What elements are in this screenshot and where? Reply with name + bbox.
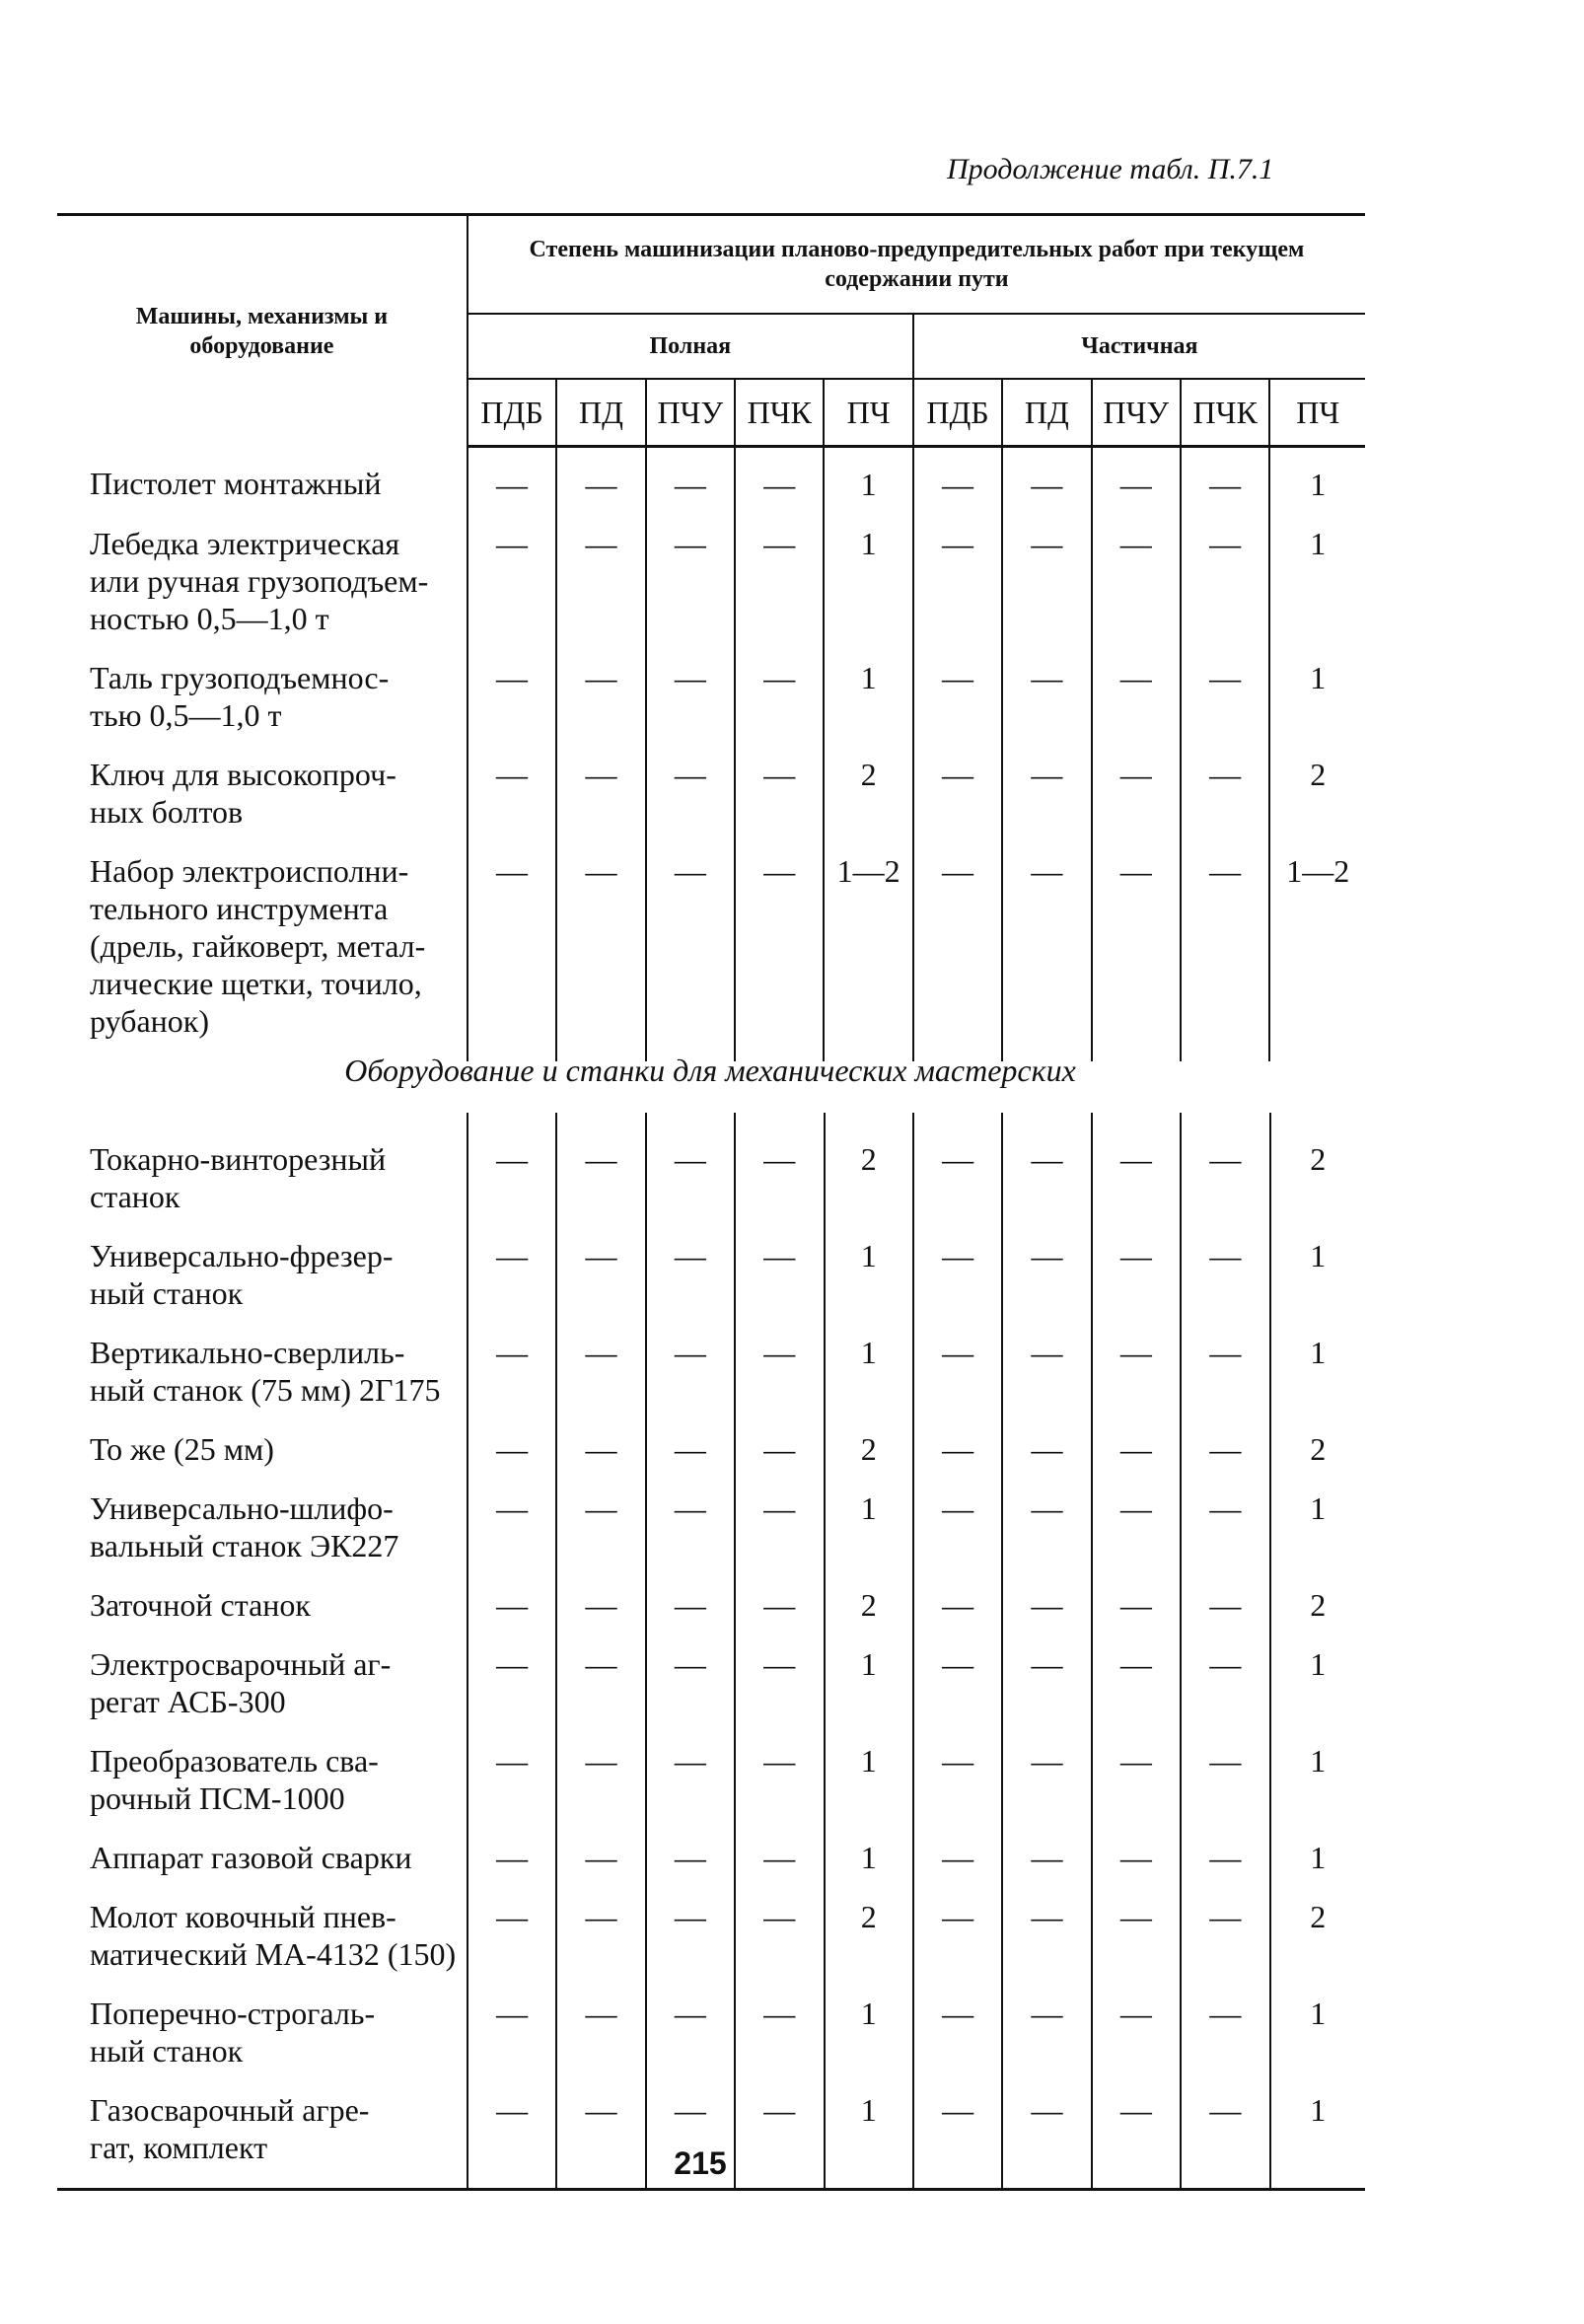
value-cell: — [1002, 1898, 1091, 1995]
value-cell: — [913, 852, 1002, 1061]
header-code: ПЧУ [646, 379, 735, 447]
equipment-table-top [57, 213, 1365, 1061]
table-row [57, 756, 1365, 852]
value-cell: 1 [825, 1645, 913, 1742]
value-cell: 1 [1270, 1489, 1365, 1586]
equipment-name-line: регат АСБ-300 [90, 1684, 286, 1719]
value-cell: — [556, 1742, 645, 1839]
value-cell: — [1002, 1742, 1091, 1839]
equipment-name-line: рочный ПСМ-1000 [90, 1780, 345, 1816]
equipment-name [57, 1898, 468, 1995]
equipment-name-line: Аппарат газовой сварки [90, 1840, 412, 1875]
value-cell: — [913, 1237, 1002, 1334]
value-cell: — [1002, 1334, 1091, 1430]
value-cell: — [468, 1898, 556, 1995]
value-cell: — [735, 2091, 824, 2190]
value-cell: — [735, 1237, 824, 1334]
value-cell: — [556, 852, 645, 1061]
value-cell: — [1002, 1839, 1091, 1898]
equipment-name-line: ный станок (75 мм) 2Г175 [90, 1372, 441, 1408]
value-cell: — [1092, 1430, 1181, 1489]
header-code: ПД [1002, 379, 1091, 447]
value-cell: — [1092, 659, 1181, 756]
value-cell: — [468, 1489, 556, 1586]
equipment-table-bottom [57, 1113, 1365, 2191]
value-cell: — [913, 2091, 1002, 2190]
equipment-name-line: Таль грузоподъемнос- [90, 660, 390, 695]
equipment-name-line: Токарно-винторезный [90, 1141, 387, 1177]
equipment-name [57, 1430, 468, 1489]
equipment-name-line: Электросварочный аг- [90, 1646, 392, 1682]
value-cell: — [646, 1742, 735, 1839]
equipment-name-line: Пистолет монтажный [90, 465, 382, 501]
value-cell: — [1181, 756, 1269, 852]
value-cell: — [468, 852, 556, 1061]
table-row [57, 1113, 1365, 1237]
value-cell: — [1002, 1430, 1091, 1489]
value-cell: — [1002, 447, 1091, 526]
table-row [57, 1839, 1365, 1898]
equipment-name [57, 1645, 468, 1742]
value-cell: 1 [824, 659, 912, 756]
value-cell: — [1092, 1237, 1181, 1334]
header-full: Полная [468, 314, 913, 379]
value-cell: — [468, 1995, 556, 2091]
value-cell: — [735, 1430, 824, 1489]
value-cell: 1 [1270, 1334, 1365, 1430]
equipment-name-line: Набор электроисполни- [90, 853, 409, 889]
value-cell: — [556, 1430, 645, 1489]
equipment-name-line: Заточной станок [90, 1587, 311, 1623]
value-cell: — [913, 447, 1002, 526]
equipment-name [57, 525, 468, 659]
value-cell: — [1092, 756, 1181, 852]
value-cell: — [1181, 852, 1269, 1061]
value-cell: — [735, 1995, 824, 2091]
equipment-name-line: вальный станок ЭК227 [90, 1528, 399, 1563]
value-cell: — [556, 525, 645, 659]
table-row [57, 1430, 1365, 1489]
value-cell: — [1092, 1334, 1181, 1430]
value-cell: — [1002, 1586, 1091, 1645]
value-cell: — [1181, 1645, 1269, 1742]
value-cell: — [1092, 1898, 1181, 1995]
value-cell: — [1092, 447, 1181, 526]
equipment-name-line: Преобразователь сва- [90, 1743, 379, 1779]
value-cell: — [468, 1237, 556, 1334]
equipment-name [57, 447, 468, 526]
value-cell: — [646, 1334, 735, 1430]
value-cell: — [1092, 1839, 1181, 1898]
value-cell: 2 [1269, 756, 1365, 852]
value-cell: — [468, 2091, 556, 2190]
header-code: ПЧ [824, 379, 912, 447]
value-cell: — [646, 1995, 735, 2091]
equipment-name-line: станок [90, 1179, 180, 1214]
value-cell: — [735, 1334, 824, 1430]
value-cell: 1 [1269, 447, 1365, 526]
value-cell: — [468, 525, 556, 659]
value-cell: — [1181, 1237, 1269, 1334]
value-cell: 1 [825, 1742, 913, 1839]
header-mechanization-degree: Степень машинизации планово-предупредительных работ при текущем содержании пути [468, 215, 1365, 315]
value-cell: — [646, 1839, 735, 1898]
value-cell: — [1181, 525, 1269, 659]
equipment-name [57, 852, 468, 1061]
value-cell: 1—2 [824, 852, 912, 1061]
equipment-name-line: То же (25 мм) [90, 1431, 274, 1467]
equipment-name-line: матический МА-4132 (150) [90, 1936, 457, 1972]
equipment-name-line: Газосварочный агре- [90, 2092, 370, 2128]
value-cell: — [468, 756, 556, 852]
value-cell: 2 [824, 756, 912, 852]
header-code: ПЧ [1269, 379, 1365, 447]
value-cell: — [1092, 1645, 1181, 1742]
equipment-name-line: (дрель, гайковерт, метал- [90, 928, 426, 964]
value-cell: 1 [1270, 2091, 1365, 2190]
value-cell: — [646, 447, 735, 526]
equipment-name-line: Вертикально-сверлиль- [90, 1335, 405, 1370]
equipment-name [57, 756, 468, 852]
value-cell: — [1181, 1898, 1269, 1995]
equipment-name-line: рубанок) [90, 1003, 209, 1039]
equipment-name-line: Лебедка электрическая [90, 526, 400, 561]
equipment-name-line: Поперечно-строгаль- [90, 1996, 376, 2031]
value-cell: — [735, 852, 824, 1061]
value-cell: — [468, 1334, 556, 1430]
equipment-name-line: Универсально-шлифо- [90, 1490, 394, 1526]
value-cell: — [468, 1839, 556, 1898]
value-cell: — [556, 447, 645, 526]
value-cell: — [913, 1898, 1002, 1995]
value-cell: 2 [1270, 1430, 1365, 1489]
value-cell: 1 [825, 1839, 913, 1898]
table-row [57, 1334, 1365, 1430]
equipment-name-line: ный станок [90, 2033, 244, 2069]
value-cell: — [556, 1237, 645, 1334]
value-cell: — [1092, 525, 1181, 659]
equipment-name-line: тью 0,5—1,0 т [90, 697, 282, 733]
table-row [57, 1586, 1365, 1645]
value-cell: — [1181, 447, 1269, 526]
value-cell: 1 [824, 525, 912, 659]
value-cell: — [735, 756, 824, 852]
value-cell: — [735, 659, 824, 756]
equipment-name [57, 1489, 468, 1586]
value-cell: — [1092, 1742, 1181, 1839]
value-cell: — [468, 1586, 556, 1645]
equipment-name [57, 1839, 468, 1898]
value-cell: — [913, 525, 1002, 659]
value-cell: — [646, 1586, 735, 1645]
equipment-name-line: Универсально-фрезер- [90, 1238, 394, 1273]
value-cell: 1 [1270, 1237, 1365, 1334]
equipment-name-line: ный станок [90, 1275, 244, 1311]
value-cell: — [556, 756, 645, 852]
value-cell: 2 [825, 1586, 913, 1645]
value-cell: — [913, 1586, 1002, 1645]
value-cell: — [556, 1586, 645, 1645]
value-cell: — [735, 1586, 824, 1645]
value-cell: — [1181, 1586, 1269, 1645]
table-row [57, 1742, 1365, 1839]
value-cell: 1 [1270, 1839, 1365, 1898]
value-cell: — [913, 1430, 1002, 1489]
value-cell: — [1002, 1645, 1091, 1742]
value-cell: 2 [825, 1430, 913, 1489]
value-cell: 2 [1270, 1113, 1365, 1237]
value-cell: 1 [1269, 659, 1365, 756]
value-cell: — [646, 852, 735, 1061]
table-row [57, 1237, 1365, 1334]
value-cell: — [556, 1995, 645, 2091]
page-number: 215 [674, 2145, 727, 2181]
value-cell: 2 [1270, 1586, 1365, 1645]
value-cell: — [1181, 1430, 1269, 1489]
value-cell: — [556, 1839, 645, 1898]
value-cell: 1 [825, 1334, 913, 1430]
value-cell: — [735, 525, 824, 659]
value-cell: — [735, 1489, 824, 1586]
equipment-name-line: Молот ковочный пнев- [90, 1899, 396, 1934]
value-cell: — [735, 1898, 824, 1995]
continuation-caption: Продолжение табл. П.7.1 [947, 153, 1274, 185]
value-cell: — [1002, 756, 1091, 852]
value-cell: — [646, 756, 735, 852]
equipment-name-line: или ручная грузоподъем- [90, 563, 429, 599]
header-code: ПД [556, 379, 645, 447]
value-cell: — [646, 1113, 735, 1237]
value-cell: 1 [1270, 1645, 1365, 1742]
value-cell: — [913, 1334, 1002, 1430]
table-row [57, 1489, 1365, 1586]
value-cell: — [1092, 1586, 1181, 1645]
value-cell: — [556, 1645, 645, 1742]
header-first-col: Машины, механизмы и оборудование [57, 215, 468, 447]
value-cell: — [468, 1645, 556, 1742]
equipment-name [57, 1334, 468, 1430]
value-cell: 1 [825, 1237, 913, 1334]
value-cell: — [1092, 1113, 1181, 1237]
equipment-name-line: лические щетки, точило, [90, 966, 422, 1001]
equipment-name-line: ностью 0,5—1,0 т [90, 601, 329, 636]
value-cell: — [1092, 1995, 1181, 2091]
value-cell: 2 [825, 1898, 913, 1995]
value-cell: 1 [825, 2091, 913, 2190]
header-code: ПЧУ [1092, 379, 1181, 447]
value-cell: — [1092, 2091, 1181, 2190]
table-row [57, 659, 1365, 756]
value-cell: 2 [1270, 1898, 1365, 1995]
table-row [57, 525, 1365, 659]
value-cell: — [646, 1645, 735, 1742]
value-cell: — [735, 1742, 824, 1839]
value-cell: 1 [825, 1995, 913, 2091]
value-cell: — [468, 447, 556, 526]
value-cell: — [468, 1430, 556, 1489]
value-cell: 2 [825, 1113, 913, 1237]
value-cell: — [913, 756, 1002, 852]
table-row [57, 447, 1365, 526]
header-code: ПДБ [913, 379, 1002, 447]
value-cell: — [913, 1995, 1002, 2091]
value-cell: 1 [1270, 1995, 1365, 2091]
value-cell: — [1181, 1995, 1269, 2091]
equipment-name [57, 1113, 468, 1237]
equipment-name [57, 1995, 468, 2091]
value-cell: — [1181, 659, 1269, 756]
value-cell: — [646, 1489, 735, 1586]
value-cell: — [1002, 1995, 1091, 2091]
value-cell: — [913, 1839, 1002, 1898]
value-cell: — [1002, 1237, 1091, 1334]
value-cell: — [1181, 1839, 1269, 1898]
header-code: ПЧК [1181, 379, 1269, 447]
value-cell: — [1181, 2091, 1269, 2190]
value-cell: 1—2 [1269, 852, 1365, 1061]
value-cell: — [1002, 2091, 1091, 2190]
value-cell: — [1002, 1113, 1091, 1237]
value-cell: 1 [825, 1489, 913, 1586]
value-cell: — [556, 1334, 645, 1430]
value-cell: — [646, 1898, 735, 1995]
value-cell: — [646, 1237, 735, 1334]
value-cell: — [1002, 525, 1091, 659]
equipment-name [57, 1586, 468, 1645]
value-cell: — [556, 2091, 645, 2190]
value-cell: — [913, 1742, 1002, 1839]
value-cell: — [1181, 1334, 1269, 1430]
value-cell: — [646, 2091, 735, 2190]
equipment-name [57, 659, 468, 756]
equipment-name-line: Ключ для высокопроч- [90, 757, 396, 792]
value-cell: — [735, 447, 824, 526]
header-code: ПДБ [468, 379, 556, 447]
header-code: ПЧК [735, 379, 824, 447]
value-cell: — [1002, 1489, 1091, 1586]
value-cell: 1 [1270, 1742, 1365, 1839]
value-cell: — [1002, 659, 1091, 756]
value-cell: — [1181, 1742, 1269, 1839]
value-cell: — [735, 1839, 824, 1898]
value-cell: — [1181, 1113, 1269, 1237]
value-cell: — [913, 1489, 1002, 1586]
value-cell: — [1092, 1489, 1181, 1586]
value-cell: — [913, 1645, 1002, 1742]
value-cell: 1 [824, 447, 912, 526]
table-row [57, 852, 1365, 1061]
equipment-name [57, 1237, 468, 1334]
table-row [57, 1645, 1365, 1742]
equipment-name-line: ных болтов [90, 794, 244, 830]
value-cell: 1 [1269, 525, 1365, 659]
value-cell: — [646, 659, 735, 756]
value-cell: — [646, 1430, 735, 1489]
section-title: Оборудование и станки для механических мастерских [344, 1053, 1076, 1088]
table-row [57, 1995, 1365, 2091]
value-cell: — [735, 1645, 824, 1742]
value-cell: — [1092, 852, 1181, 1061]
value-cell: — [646, 525, 735, 659]
value-cell: — [1002, 852, 1091, 1061]
value-cell: — [556, 1898, 645, 1995]
value-cell: — [735, 1113, 824, 1237]
value-cell: — [468, 659, 556, 756]
value-cell: — [556, 659, 645, 756]
value-cell: — [468, 1742, 556, 1839]
value-cell: — [1181, 1489, 1269, 1586]
value-cell: — [556, 1113, 645, 1237]
value-cell: — [913, 1113, 1002, 1237]
equipment-name-line: гат, комплект [90, 2130, 268, 2165]
value-cell: — [913, 659, 1002, 756]
equipment-name-line: тельного инструмента [90, 891, 389, 926]
value-cell: — [468, 1113, 556, 1237]
table-row [57, 1898, 1365, 1995]
header-partial: Частичная [913, 314, 1365, 379]
value-cell: — [556, 1489, 645, 1586]
equipment-name [57, 1742, 468, 1839]
